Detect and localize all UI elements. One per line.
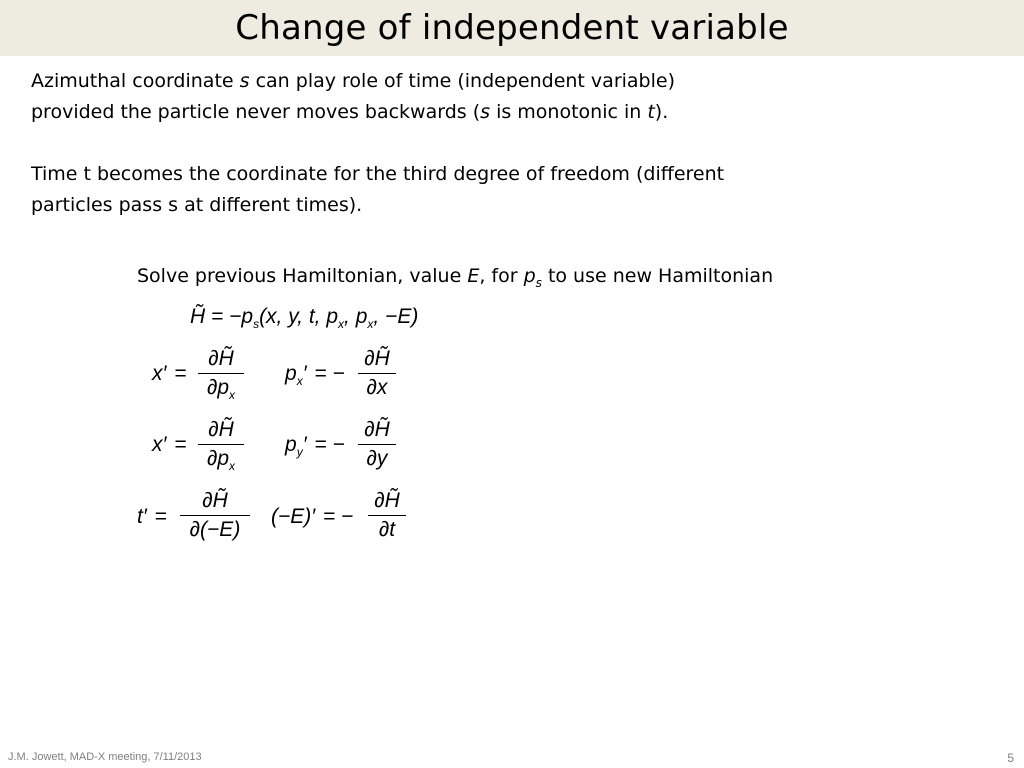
- paragraph-independent-variable: [31, 66, 851, 128]
- equals-sign: =: [174, 433, 187, 456]
- fraction: [368, 487, 406, 544]
- denominator: [198, 374, 244, 404]
- fraction: [198, 416, 244, 475]
- prime: ′: [311, 505, 316, 528]
- equation-lhs: [271, 505, 354, 529]
- text-run: Azimuthal coordinate: [31, 70, 240, 92]
- denominator: ∂y: [366, 447, 388, 470]
- equals-sign: =: [174, 362, 187, 385]
- text-run: s: [239, 70, 250, 92]
- numerator: ∂H̃: [180, 487, 250, 516]
- math-run: p: [285, 433, 297, 456]
- text-run: to use new Hamiltonian: [541, 265, 774, 287]
- paragraph-line: Time t becomes the coordinate for the third degree of freedom (different: [31, 163, 725, 185]
- denominator: ∂(−E): [189, 518, 241, 541]
- paragraph-line: particles pass s at different times).: [31, 194, 363, 216]
- subscript: s: [535, 276, 542, 290]
- subscript: x: [367, 317, 374, 331]
- math-run: ∂p: [206, 376, 230, 399]
- subscript: x: [229, 459, 236, 473]
- numerator: ∂H̃: [198, 416, 244, 445]
- math-run: x′: [152, 433, 167, 456]
- slide-title: Change of independent variable: [235, 8, 789, 48]
- math-run: x′: [152, 362, 167, 385]
- subscript: s: [253, 317, 260, 331]
- math-run: p: [285, 362, 297, 385]
- equation-lhs: [152, 433, 187, 457]
- fraction: [180, 487, 250, 544]
- equation-lhs: [137, 505, 167, 529]
- text-run: Solve previous Hamiltonian, value: [137, 265, 468, 287]
- math-run: ∂p: [206, 447, 230, 470]
- math-run: t′: [137, 505, 147, 528]
- math-run: = −p: [205, 305, 254, 328]
- prime: ′: [302, 433, 307, 456]
- numerator: ∂H̃: [358, 345, 396, 374]
- subscript: x: [296, 374, 303, 388]
- numerator: ∂H̃: [358, 416, 396, 445]
- text-run: E: [467, 265, 480, 287]
- equals-sign: = −: [314, 362, 345, 385]
- subscript: x: [229, 388, 236, 402]
- title-bar: [0, 0, 1024, 56]
- equation-lhs: [285, 433, 345, 457]
- new-hamiltonian-equation: [190, 305, 418, 329]
- paragraph-time-coordinate: [31, 159, 851, 221]
- fraction: [358, 345, 396, 402]
- page-number: 5: [1007, 751, 1014, 765]
- prime: ′: [302, 362, 307, 385]
- math-run: (−E): [271, 505, 312, 528]
- text-run: p: [523, 265, 536, 287]
- text-run: , for: [479, 265, 524, 287]
- text-run: s: [480, 101, 491, 123]
- text-run: can play role of time (independent variable): [249, 70, 675, 92]
- text-run: ).: [654, 101, 669, 123]
- fraction: [198, 345, 244, 404]
- denominator: ∂t: [378, 518, 396, 541]
- subscript: x: [338, 317, 345, 331]
- math-run: (x, y, t, p: [259, 305, 339, 328]
- math-run: , p: [344, 305, 368, 328]
- denominator: ∂x: [366, 376, 388, 399]
- equals-sign: = −: [323, 505, 354, 528]
- math-run: H̃: [190, 305, 206, 328]
- equation-lhs: [285, 362, 345, 386]
- numerator: ∂H̃: [198, 345, 244, 374]
- subscript: y: [296, 445, 303, 459]
- equals-sign: =: [154, 505, 168, 528]
- fraction: [358, 416, 396, 473]
- numerator: ∂H̃: [368, 487, 406, 516]
- text-run: is monotonic in: [490, 101, 648, 123]
- math-run: , −E): [373, 305, 419, 328]
- paragraph-line: [31, 66, 851, 97]
- paragraph-line: [31, 97, 851, 128]
- equals-sign: = −: [314, 433, 345, 456]
- text-run: provided the particle never moves backwards (: [31, 101, 481, 123]
- footer-credit: J.M. Jowett, MAD-X meeting, 7/11/2013: [8, 751, 202, 763]
- solve-statement: [137, 265, 774, 290]
- text-run: t: [647, 101, 655, 123]
- equation-lhs: [152, 362, 187, 386]
- denominator: [198, 445, 244, 475]
